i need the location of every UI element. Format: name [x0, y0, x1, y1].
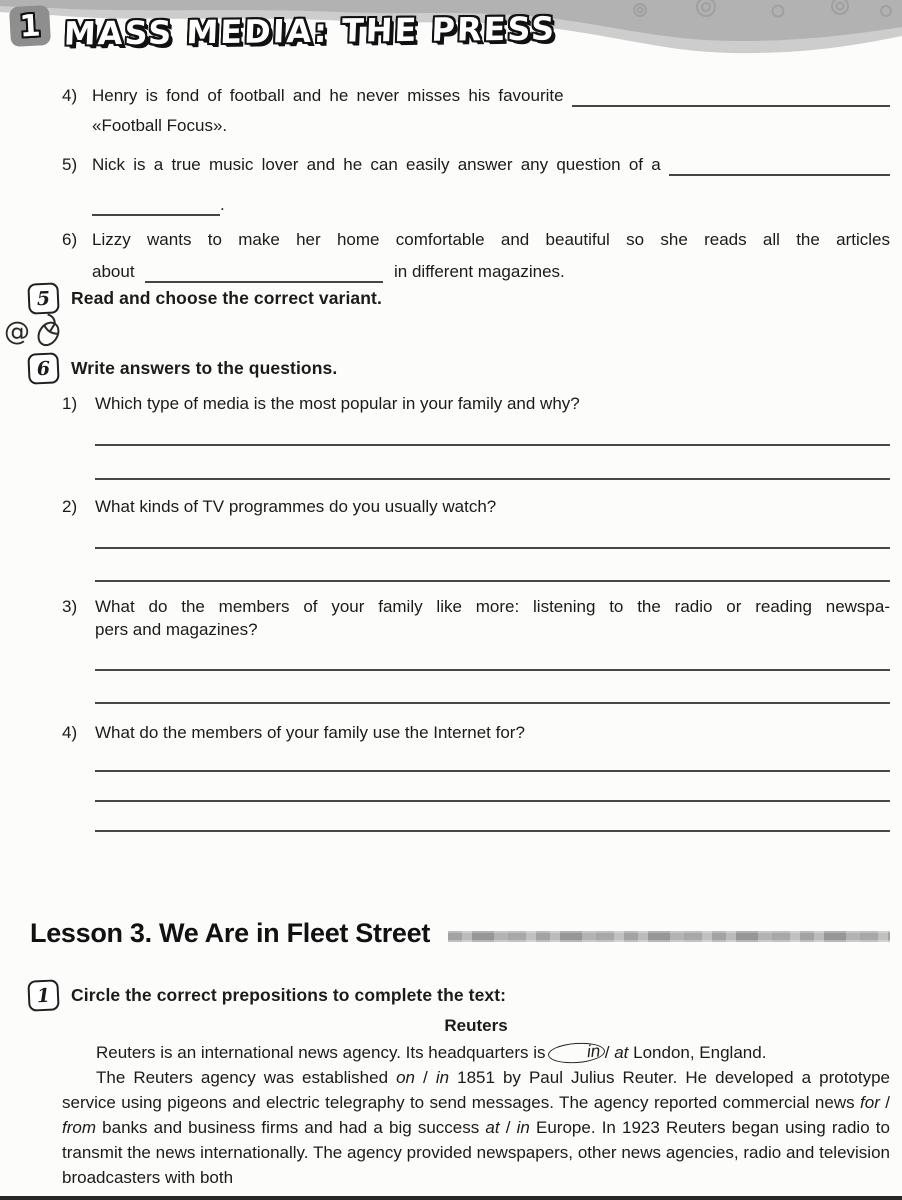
- preposition-on: on: [396, 1068, 415, 1087]
- lesson-heading-decorative-bar: [448, 931, 890, 942]
- item-4-line-1: [62, 84, 890, 107]
- slash: /: [885, 1093, 890, 1112]
- item-6-about: about: [92, 262, 135, 281]
- circled-preposition-in: in: [547, 1041, 605, 1065]
- question-4: [62, 721, 890, 832]
- item-5-text: Nick is a true music lover and he can easily answer any question of a: [92, 155, 661, 174]
- question-3-text: [95, 595, 890, 641]
- p2-text-4: Europe. In 1923 Reuters began using radio to transmit the news internationally. The agency provided newspapers, other news agencies, radio and television broadcasters with both: [62, 1118, 890, 1187]
- question-2-text: What kinds of TV programmes do you usually watch?: [95, 497, 497, 516]
- unit-title: MASS MEDIA: THE PRESS: [63, 9, 557, 53]
- item-5-punct: .: [220, 195, 225, 214]
- question-4-number: 4): [62, 723, 78, 742]
- fill-in-items: [62, 84, 890, 283]
- p1-text: Reuters is an international news agency. Its headquarters is: [96, 1043, 546, 1062]
- exercise-1-number: 1: [36, 984, 51, 1007]
- item-6-line-1: [62, 228, 890, 251]
- p2-text-3: banks and business firms and had a big success: [102, 1118, 480, 1137]
- p2-text-1: The Reuters agency was established: [96, 1068, 389, 1087]
- item-6-blank: [145, 264, 383, 283]
- exercise-6-questions: [62, 392, 890, 832]
- answer-blank-line: [95, 547, 890, 549]
- page-scan-edge: [0, 1196, 902, 1200]
- item-5-blank: [669, 157, 890, 176]
- answer-blank-line: [95, 669, 890, 671]
- mouse-icon: [30, 313, 68, 351]
- question-3-text-line-1: What do the members of your family like more: listening to the radio or reading newspa-: [95, 597, 890, 616]
- answer-blank-line: [95, 800, 890, 802]
- preposition-at-2: at: [485, 1118, 500, 1137]
- item-4-text: Henry is fond of football and he never misses his favourite: [92, 86, 564, 105]
- answer-blank-line: [95, 478, 890, 480]
- item-5-number: 5): [62, 155, 78, 174]
- preposition-for: for: [860, 1093, 880, 1112]
- item-4-number: 4): [62, 86, 78, 105]
- question-1-text: Which type of media is the most popular in your family and why?: [95, 394, 580, 413]
- p2-text-2: 1851 by Paul Julius Reuter. He developed a prototype service using pigeons and electric telegraphy to send messages. The agency reported commercial news: [62, 1068, 890, 1112]
- unit-banner: [0, 0, 902, 60]
- item-4-line-2: «Football Focus».: [92, 116, 228, 135]
- item-4-blank: [572, 88, 890, 107]
- preposition-from: from: [62, 1118, 96, 1137]
- at-symbol-icon: @: [4, 317, 30, 347]
- exercise-6-number-box: [27, 352, 59, 384]
- exercise-5-number: 5: [36, 287, 51, 310]
- exercise-1-number-box: [27, 979, 59, 1011]
- question-3-text-line-2: pers and magazines?: [95, 620, 258, 639]
- preposition-in-2: in: [516, 1118, 530, 1137]
- answer-blank-line: [95, 830, 890, 832]
- question-1: [62, 392, 890, 480]
- lesson-heading: [30, 918, 890, 949]
- question-1-number: 1): [62, 394, 78, 413]
- item-5-line-1: [62, 153, 890, 176]
- item-6-cont: in different magazines.: [394, 262, 565, 281]
- reuters-paragraph-2: [62, 1065, 890, 1190]
- reuters-text: [62, 1016, 890, 1190]
- exercise-5-number-box: [27, 282, 59, 314]
- p1-text-end: London, England.: [633, 1043, 767, 1062]
- reuters-paragraph-1: [62, 1040, 890, 1065]
- preposition-at: at: [614, 1043, 629, 1062]
- item-6-number: 6): [62, 230, 78, 249]
- item-5-blank-2: [92, 197, 220, 216]
- slash: /: [505, 1118, 511, 1137]
- answer-blank-line: [95, 702, 890, 704]
- exercise-6-header: [28, 353, 337, 384]
- unit-number-badge: [9, 5, 51, 47]
- slash: /: [423, 1068, 428, 1087]
- reuters-heading: Reuters: [444, 1016, 508, 1035]
- item-6-text: Lizzy wants to make her home comfortable and beautiful so she reads all the articles: [92, 230, 890, 249]
- item-5-line-2: [92, 193, 890, 216]
- slash: /: [604, 1043, 610, 1062]
- question-2-number: 2): [62, 497, 78, 516]
- exercise-5-header: [28, 283, 382, 314]
- question-2: [62, 495, 890, 582]
- exercise-6-number: 6: [36, 357, 51, 380]
- item-6-line-2: [92, 260, 890, 283]
- answer-blank-line: [95, 770, 890, 772]
- exercise-6-title: Write answers to the questions.: [71, 358, 338, 378]
- exercise-1-header: [28, 980, 506, 1011]
- question-4-text: What do the members of your family use the Internet for?: [95, 723, 525, 742]
- answer-blank-line: [95, 580, 890, 582]
- preposition-in: in: [435, 1068, 450, 1087]
- question-3: [62, 595, 890, 704]
- internet-task-marker: [4, 313, 68, 351]
- unit-number: 1: [18, 7, 42, 45]
- question-3-number: 3): [62, 597, 78, 616]
- exercise-5-title: Read and choose the correct variant.: [71, 288, 382, 308]
- exercise-1-title: Circle the correct prepositions to complete the text:: [71, 985, 507, 1005]
- lesson-title: Lesson 3. We Are in Fleet Street: [30, 918, 431, 948]
- answer-blank-line: [95, 444, 890, 446]
